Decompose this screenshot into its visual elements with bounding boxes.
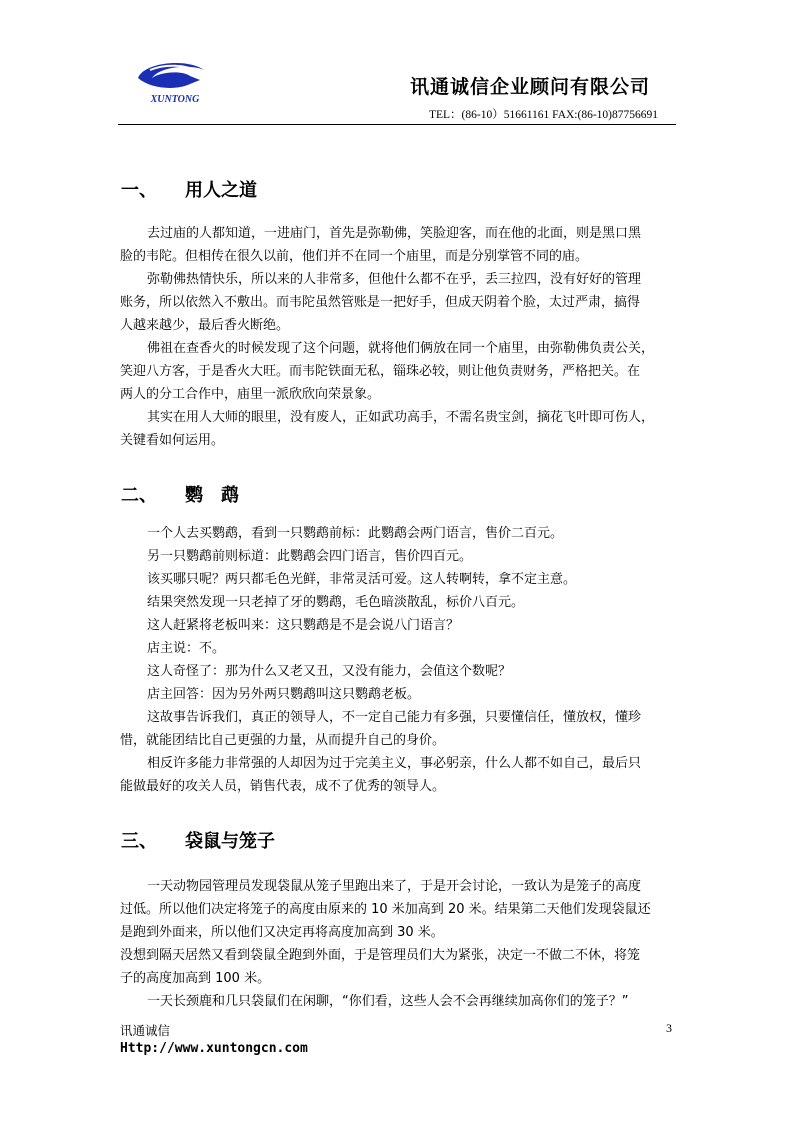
paragraph — [120, 522, 676, 798]
text-line: 没想到隔天居然又看到袋鼠全跑到外面，于是管理员们大为紧张，决定一不做二不休，将笼 — [120, 948, 641, 963]
text-line: 笑迎八方客，于是香火大旺。而韦陀铁面无私，锱珠必较，则让他负责财务，严格把关。在 — [120, 364, 641, 379]
page-number: 3 — [666, 1021, 672, 1035]
header-divider — [118, 124, 676, 125]
text-line: 一天长颈鹿和几只袋鼠们在闲聊，“你们看，这些人会不会再继续加高你们的笼子？” — [147, 994, 629, 1009]
text-line: 惜，就能团结比自己更强的力量，从而提升自己的身价。 — [120, 733, 446, 748]
text-line: 其实在用人大师的眼里，没有废人，正如武功高手，不需名贵宝剑，摘花飞叶即可伤人， — [147, 410, 655, 425]
page-header — [118, 50, 676, 126]
text-line: 结果突然发现一只老掉了牙的鹦鹉，毛色暗淡散乱，标价八百元。 — [147, 595, 525, 610]
text-line: 店主回答：因为另外两只鹦鹉叫这只鹦鹉老板。 — [147, 687, 421, 702]
section-title: 袋鼠与笼子 — [185, 831, 275, 852]
text-line: 另一只鹦鹉前则标道：此鹦鹉会四门语言，售价四百元。 — [147, 549, 473, 564]
text-line: 子的高度加高到 100 米。 — [120, 971, 271, 986]
text-line: 这人赶紧将老板叫来：这只鹦鹉是不是会说八门语言？ — [147, 618, 460, 633]
text-line: 这故事告诉我们，真正的领导人，不一定自己能力有多强，只要懂信任，懂放权，懂珍 — [147, 710, 642, 725]
section-number: 三、 — [121, 831, 157, 852]
section-heading — [121, 481, 239, 507]
text-line: 相反许多能力非常强的人却因为过于完美主义，事必躬亲，什么人都不如自己，最后只 — [147, 756, 642, 771]
section-heading — [121, 827, 275, 853]
section-heading — [121, 176, 257, 202]
text-line: 脸的韦陀。但相传在很久以前，他们并不在同一个庙里，而是分别掌管不同的庙。 — [120, 249, 589, 264]
paragraph — [120, 222, 676, 452]
text-line: 佛祖在查香火的时候发现了这个问题，就将他们俩放在同一个庙里，由弥勒佛负责公关， — [147, 341, 655, 356]
text-line: 两人的分工合作中，庙里一派欣欣向荣景象。 — [120, 387, 381, 402]
contact-line: TEL：(86-10）51661161 FAX:(86-10)87756691 — [428, 109, 658, 121]
text-line: 该买哪只呢？两只都毛色光鲜，非常灵活可爱。这人转啊转，拿不定主意。 — [147, 572, 577, 587]
xuntong-logo — [130, 56, 220, 106]
text-line: 是跑到外面来，所以他们又决定再将高度加高到 30 米。 — [120, 925, 444, 940]
section-title: 鹦 鹉 — [185, 485, 239, 506]
paragraph — [120, 875, 676, 1013]
text-line: 去过庙的人都知道，一进庙门，首先是弥勒佛，笑脸迎客，而在他的北面，则是黑口黑 — [147, 226, 642, 241]
section-title: 用人之道 — [185, 180, 257, 201]
text-line: 这人奇怪了：那为什么又老又丑，又没有能力，会值这个数呢？ — [147, 664, 512, 679]
text-line: 账务，所以依然入不敷出。而韦陀虽然管账是一把好手，但成天阴着个脸，太过严肃，搞得 — [120, 295, 641, 310]
logo-text: XUNTONG — [150, 94, 200, 105]
footer-brand: 讯通诚信 — [120, 1023, 171, 1038]
footer-url[interactable]: Http://www.xuntongcn.com — [120, 1041, 308, 1056]
section-number: 一、 — [121, 180, 157, 201]
company-name: 讯通诚信企业顾问有限公司 — [409, 76, 650, 98]
text-line: 一个人去买鹦鹉，看到一只鹦鹉前标：此鹦鹉会两门语言，售价二百元。 — [147, 526, 564, 541]
text-line: 一天动物园管理员发现袋鼠从笼子里跑出来了，于是开会讨论，一致认为是笼子的高度 — [147, 879, 642, 894]
text-line: 人越来越少，最后香火断绝。 — [120, 318, 290, 333]
section-number: 二、 — [121, 485, 157, 506]
text-line: 能做最好的攻关人员，销售代表，成不了优秀的领导人。 — [120, 779, 446, 794]
text-line: 店主说：不。 — [147, 641, 226, 656]
text-line: 弥勒佛热情快乐，所以来的人非常多，但他什么都不在乎，丢三拉四，没有好好的管理 — [147, 272, 642, 287]
text-line: 关键看如何运用。 — [120, 433, 225, 448]
text-line: 过低。所以他们决定将笼子的高度由原来的 10 米加高到 20 米。结果第二天他们发现袋鼠还 — [120, 902, 651, 917]
